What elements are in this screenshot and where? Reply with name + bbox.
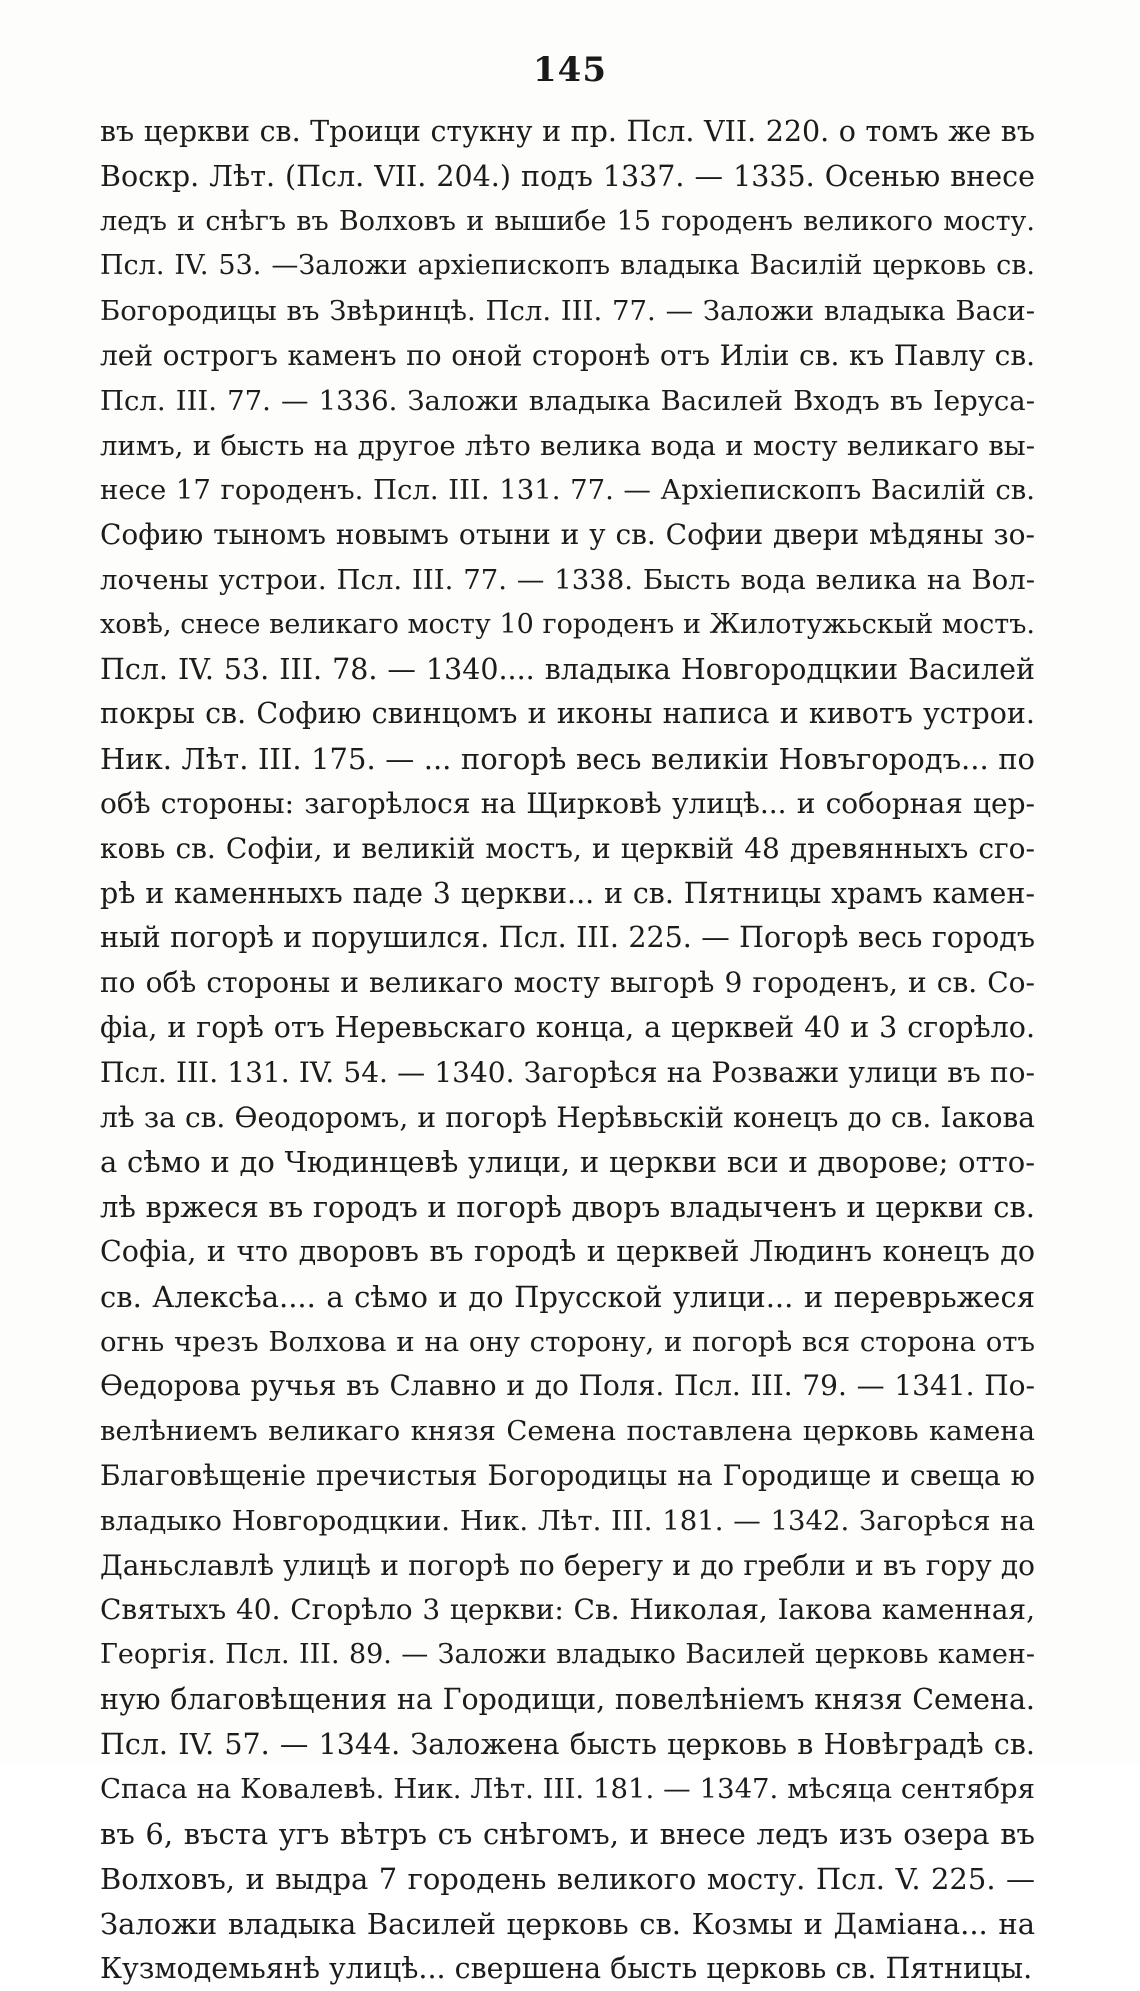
text-line: Святыхъ 40. Сгорѣло 3 церкви: Св. Николая, Іакова каменная, bbox=[100, 1593, 1035, 1627]
text-line: велѣниемъ великаго князя Семена поставлена церковь камена bbox=[100, 1415, 1035, 1448]
text-line: Псл. IV. 53. —Заложи архіепископъ владыка Василій церковь св. bbox=[100, 250, 1035, 282]
text-line: лочены устрои. Псл. III. 77. — 1338. Бысть вода велика на Вол- bbox=[100, 563, 1035, 596]
text-line: Кузмодемьянѣ улицѣ... свершена бысть церковь св. Пятницы. bbox=[100, 1951, 1033, 1985]
text-line: Даньславлѣ улицѣ и погорѣ по берегу и до гребли и въ гору до bbox=[100, 1548, 1035, 1582]
text-line: Псл. IV. 53. III. 78. — 1340.... владыка Новгородцкии Василей bbox=[100, 652, 1035, 686]
text-line: Псл. III. 131. IV. 54. — 1340. Загорѣся на Розважи улици въ по- bbox=[100, 1055, 1035, 1089]
text-line: фіа, и горѣ отъ Неревьскаго конца, а церквей 40 и 3 сгорѣло. bbox=[100, 1010, 1035, 1044]
text-line: Воскр. Лѣт. (Псл. VII. 204.) подъ 1337. — 1335. Осенью внесе bbox=[100, 159, 1035, 193]
page-number: 145 bbox=[533, 50, 607, 90]
text-line: Псл. IV. 57. — 1344. Заложена бысть церковь в Новѣградѣ св. bbox=[100, 1727, 1035, 1761]
text-line: обѣ стороны: загорѣлося на Щирковѣ улицѣ... и соборная цер- bbox=[100, 786, 1035, 820]
text-line: огнь чрезъ Волхова и на ону сторону, и погорѣ вся сторона отъ bbox=[100, 1325, 1035, 1358]
text-line: ную благовѣщения на Городищи, повелѣніемъ князя Семена. bbox=[100, 1682, 1035, 1716]
text-line: св. Алексѣа.... а сѣмо и до Прусской улици... и переврьжеся bbox=[100, 1279, 1035, 1314]
text-line: въ церкви св. Троици стукну и пр. Псл. VII. 220. о томъ же въ bbox=[100, 115, 1035, 148]
text-line: ховѣ, снесе великаго мосту 10 городенъ и Жилотужьскый мостъ. bbox=[100, 608, 1035, 640]
text-line: лѣ вржеся въ городъ и погорѣ дворъ владыченъ и церкви св. bbox=[100, 1190, 1035, 1225]
text-line: Богородицы въ Звѣринцѣ. Псл. III. 77. — Заложи владыка Васи- bbox=[100, 295, 1035, 328]
page-text-body bbox=[100, 110, 1035, 1991]
text-line: ный погорѣ и порушился. Псл. III. 225. — Погорѣ весь городъ bbox=[100, 921, 1035, 955]
text-line: Волховъ, и выдра 7 городень великого мосту. Псл. V. 225. — bbox=[100, 1862, 1035, 1897]
text-line: несе 17 городенъ. Псл. III. 131. 77. — Архіепископъ Василій св. bbox=[100, 474, 1035, 507]
text-line: а сѣмо и до Чюдинцевѣ улици, и церкви вси и дворове; отто- bbox=[100, 1145, 1035, 1180]
text-line: Софіа, и что дворовъ въ городѣ и церквей Людинъ конецъ до bbox=[100, 1234, 1035, 1268]
text-line: Софию тыномъ новымъ отыни и у св. Софии двери мѣдяны зо- bbox=[100, 518, 1035, 552]
text-line: по обѣ стороны и великаго мосту выгорѣ 9 городенъ, и св. Со- bbox=[100, 966, 1035, 1000]
text-line: покры св. Софию свинцомъ и иконы написа и кивотъ устрои. bbox=[100, 697, 1035, 731]
text-line: Псл. III. 77. — 1336. Заложи владыка Василей Входъ въ Іеруса- bbox=[100, 384, 1035, 417]
text-line: лѣ за св. Ѳеодоромъ, и погорѣ Нерѣвьскій конецъ до св. Іакова bbox=[100, 1100, 1035, 1134]
text-line: лимъ, и бысть на другое лѣто велика вода и мосту великаго вы- bbox=[100, 429, 1035, 462]
text-line: владыко Новгородцкии. Ник. Лѣт. III. 181. — 1342. Загорѣся на bbox=[100, 1504, 1035, 1537]
text-line: Благовѣщеніе пречистыя Богородицы на Городище и свеща ю bbox=[100, 1458, 1035, 1492]
text-line: Ник. Лѣт. III. 175. — ... погорѣ весь великіи Новъгородъ... по bbox=[100, 742, 1035, 777]
text-line: Спаса на Ковалевѣ. Ник. Лѣт. III. 181. — 1347. мѣсяца сентября bbox=[100, 1773, 1035, 1806]
text-line: Ѳедорова ручья въ Славно и до Поля. Псл. III. 79. — 1341. По- bbox=[100, 1369, 1035, 1403]
text-line: Заложи владыка Василей церковь св. Козмы и Даміана... на bbox=[100, 1906, 1035, 1941]
text-line: рѣ и каменныхъ паде 3 церкви... и св. Пятницы храмъ камен- bbox=[100, 876, 1035, 910]
text-line: ковь св. Софіи, и великій мостъ, и церквій 48 древянныхъ сго- bbox=[100, 831, 1035, 865]
text-line: въ 6, въста угъ вѣтръ съ снѣгомъ, и внесе ледъ изъ озера въ bbox=[100, 1817, 1035, 1852]
text-line: ледъ и снѣгъ въ Волховъ и вышибе 15 городенъ великого мосту. bbox=[100, 205, 1035, 237]
text-line: лей острогъ каменъ по оной сторонѣ отъ Иліи св. къ Павлу св. bbox=[100, 338, 1035, 372]
text-line: Георгія. Псл. III. 89. — Заложи владыко Василей церковь камен- bbox=[100, 1639, 1035, 1671]
